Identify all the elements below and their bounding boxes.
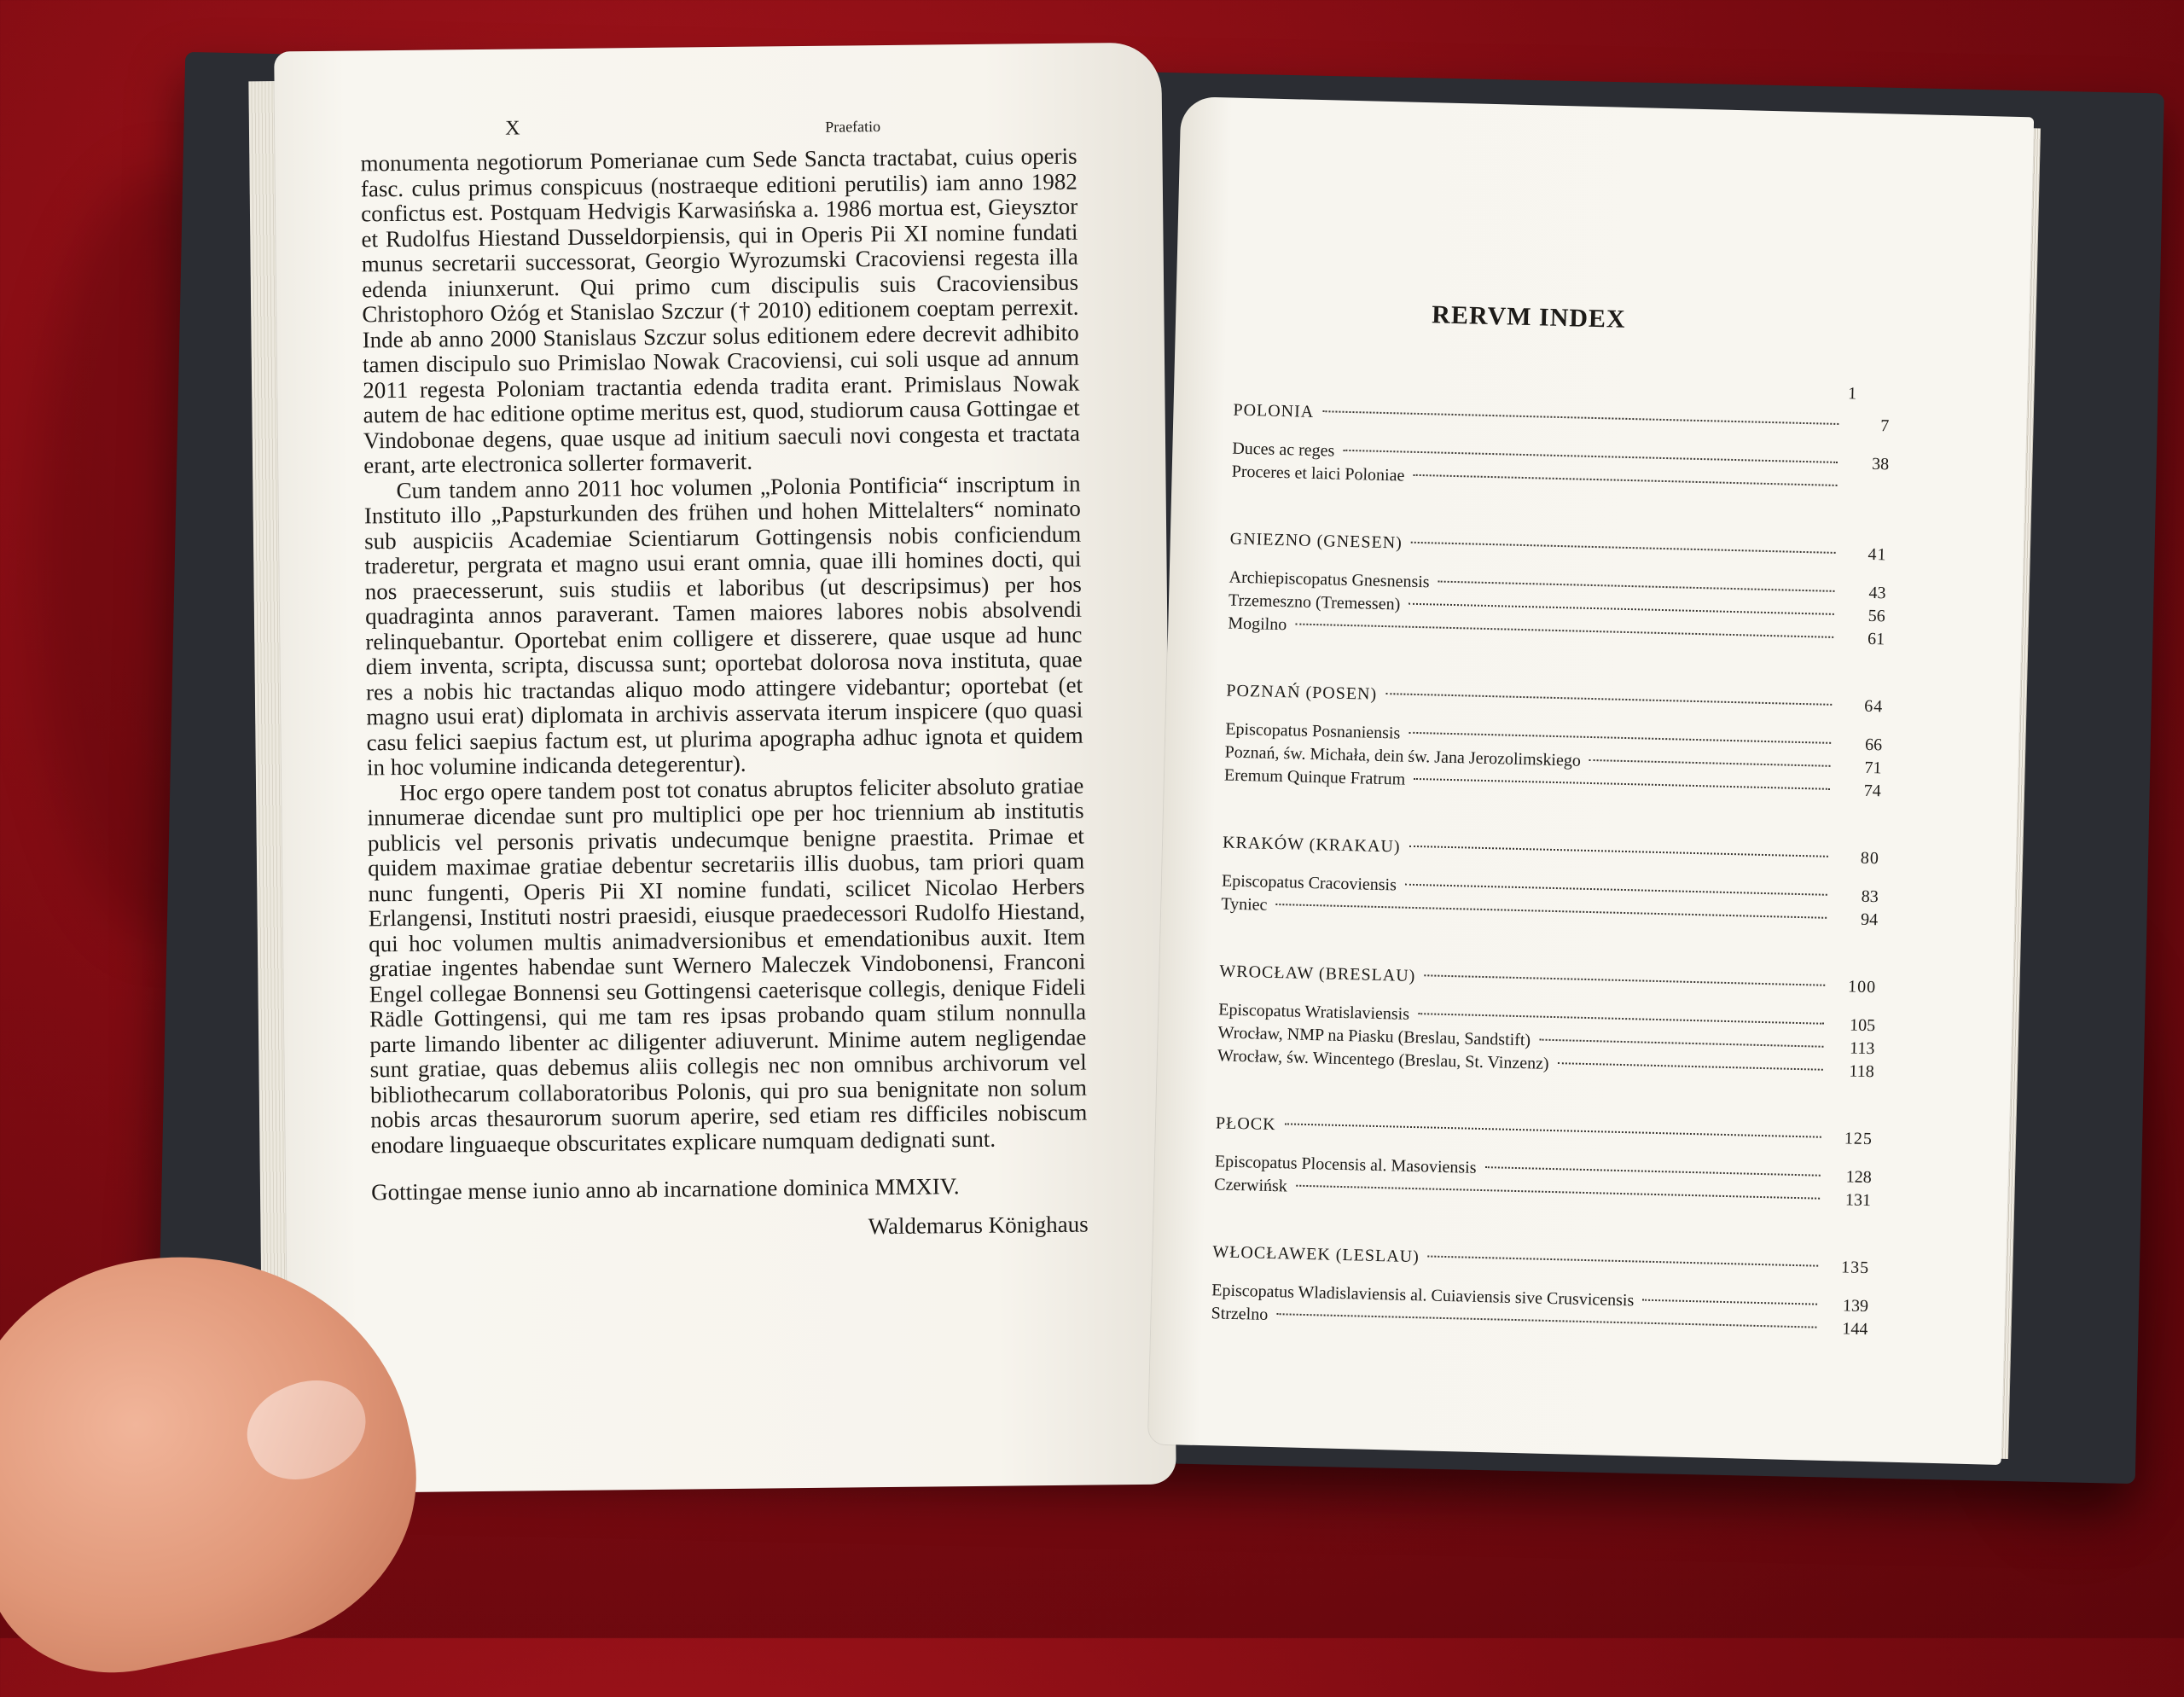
index-title: RERVM INDEX (1431, 300, 1627, 334)
index-page-number: 128 (1845, 1167, 1873, 1188)
index-page-number: 118 (1849, 1061, 1875, 1082)
index-page-number: 71 (1864, 758, 1882, 778)
dot-leader (1539, 1039, 1823, 1048)
dot-leader (1405, 884, 1827, 896)
paragraph: Cum tandem anno 2011 hoc volumen „Polonia Pontificia“ inscriptum in Instituto illo „Papsturkunden des frühen und hohen Mittelalters“ nominato sub auspiciis Academiae Scientiarum Gottingensis nobis conficiendum traderetur, pergrata et magno usui erant omnia, quae illi homines docti, qui nos praecesserunt, suis studiis et laboribus (ut descripsimus) per hos quadraginta annos paraverant. Tamen maiores labores nobis absolvendi relinquebantur. Oportebat enim colligere et disserere, quae usque ad hunc diem inventa, scripta, discussa sunt; oportebat dolorosa nova instituta, quae res a nobis hic tractandas aliquo modo attingere videbantur; oportebat (et magno usui erat) diplomata in archivis asservata iterum inspicere (quo quasi casu felici saepius factum est, ut plurima apographa adhuc ignota et quidem in hoc volumine indicanda detegerentur). (363, 470, 1083, 781)
index-page-number: 113 (1849, 1038, 1875, 1059)
dot-leader (1558, 1062, 1823, 1071)
index-heading (1223, 833, 1879, 872)
dot-leader (1418, 1013, 1824, 1025)
dot-leader (1343, 450, 1838, 463)
index-label: Poznań, św. Michała, dein św. Jana Jerozolimskiego (1224, 742, 1582, 770)
index-page-number: 94 (1860, 910, 1879, 930)
index-page-number: 66 (1864, 735, 1883, 755)
index-label: POLONIA (1233, 400, 1315, 421)
running-title: Praefatio (825, 118, 881, 136)
index-page-number: 125 (1844, 1129, 1873, 1149)
dot-leader (1428, 1255, 1818, 1266)
index-group (1221, 833, 1879, 933)
index-heading (1216, 1113, 1873, 1153)
index-label: PŁOCK (1215, 1113, 1276, 1135)
paragraph: Hoc ergo opere tandem post tot conatus abruptos feliciter absoluto gratiae innumerae dicendae sunt pro multiplici ope per hoc triennium ab institutis publicis vel personis privatis undecumque benigne praestita. Primae et quidem maximae gratiae debentur secretariis illis duobus, tam priori quam nunc fungenti, Operis Pii XI nomine fundati, scilicet Nicolao Herbers Erlangensi, Instituti nostri praesidi, eiusque praedecessori Rudolfo Hiestand, qui hoc volumen multis animadversionibus et emendationibus auxit. Item gratiae ingentes habendae sunt Wernero Maleczek Vindobonensi, Franconi Engel collegae Bonnensi seu Gottingensi caeterisque collegis, denique Fideli Rädle Gottingensi, qui me tam res ipsas probando quam stilum nonnulla parte limando libenter ac diligenter adiuverunt. Minime autem negligendae sunt gratiae, quas debemus aliis collegis nec non omnibus archivorum vel bibliothecarum collaboratoribus Polonis, qui pro sua benignitate non solum nobis arcas thesaurorum suorum aperire, sed etiam res difficiles nobiscum enodare linguaeque obscuritates explicare numquam dedignati sunt. (367, 772, 1088, 1158)
dot-leader (1285, 1123, 1821, 1137)
index-group (1217, 962, 1877, 1085)
index-heading (1219, 962, 1876, 1001)
closing-line: Gottingae mense iunio anno ab incarnatione dominica MMXIV. (371, 1173, 960, 1206)
index-heading (1229, 530, 1886, 569)
index-page-number: 80 (1860, 848, 1880, 869)
index-label: Trzemeszno (Tremessen) (1228, 590, 1401, 614)
index-page-number: 131 (1844, 1190, 1872, 1211)
dot-leader (1411, 542, 1836, 554)
dot-leader (1438, 581, 1835, 592)
index-label: WROCŁAW (BRESLAU) (1219, 962, 1416, 986)
index-label: Eremum Quinque Fratrum (1223, 765, 1406, 789)
index-group (1228, 530, 1887, 654)
index-group (1231, 401, 1890, 502)
index-page-number: 7 (1879, 416, 1891, 436)
paragraph: monumenta negotiorum Pomerianae cum Sede Sancta tractabat, cuius operis fasc. culus primus conspicuus (nostraeque editioni perutilis) iam anno 1982 confictus est. Postquam Hedvigis Karwasińska a. 1986 mortua est, Gieysztor et Rudolfus Hiestand Dusseldorpiensis, qui in Operis Pii XI nomine fundati munus secretarii successorat, Georgio Wyrozumski Cracoviensi regesta illa edenda iniunxerunt. Qui primo cum discipulis suis Cracoviensibus Christophoro Ożóg et Stanislao Szczur († 2010) editionem coeptam perrexit. Inde ab anno 2000 Stanislaus Szczur solus editionem edere decrevit adhibito tamen discipulo suo Primislao Nowak Cracoviensi, cui soli usque ad annum 2011 regesta Poloniam tractantia edenda tradita erant. Primislaus Nowak autem de hac editione optime meritus est, quod, studiorum causa Gottingae et Vindobonae degens, quae usque ad initium saeculi novi congesta et tractata erant, arte electronica sollerter formaverit. (360, 142, 1081, 479)
index-label: Archiepiscopatus Gnesnensis (1228, 567, 1430, 592)
index-page-number: 61 (1867, 629, 1885, 649)
page-number: X (505, 117, 520, 140)
left-page (274, 43, 1176, 1494)
index-group (1211, 1242, 1869, 1343)
index-label: Proceres et laici Poloniae (1231, 462, 1405, 485)
index-page-number: 105 (1849, 1015, 1876, 1036)
index-list (1210, 401, 1891, 1387)
index-label: Wrocław, św. Wincentego (Breslau, St. Vinzenz) (1217, 1046, 1549, 1073)
dot-leader (1385, 693, 1832, 706)
index-label: Episcopatus Plocensis al. Masoviensis (1214, 1152, 1477, 1177)
index-label: Episcopatus Posnaniensis (1225, 719, 1401, 743)
dot-leader (1414, 778, 1830, 790)
index-group (1224, 682, 1884, 805)
index-page-number: 139 (1842, 1296, 1869, 1316)
dot-leader (1589, 759, 1831, 767)
index-label: Duces ac reges (1232, 439, 1335, 461)
dot-leader (1409, 846, 1828, 857)
dot-leader (1424, 974, 1825, 985)
index-page-number: 43 (1868, 583, 1886, 603)
dot-leader (1485, 1166, 1821, 1177)
index-label: Mogilno (1228, 613, 1287, 635)
index-label: WŁOCŁAWEK (LESLAU) (1212, 1242, 1420, 1267)
index-page-number: 100 (1847, 977, 1877, 997)
index-label: Strzelno (1211, 1304, 1269, 1324)
index-group (1214, 1113, 1873, 1214)
index-label: Tyniec (1221, 894, 1268, 915)
dot-leader (1409, 603, 1834, 615)
index-label: POZNAŃ (POSEN) (1226, 681, 1378, 704)
index-page-number: 41 (1867, 544, 1887, 565)
index-label: Episcopatus Wladislaviensis al. Cuiaviensis sive Crusvicensis (1211, 1281, 1635, 1311)
index-page-number: 144 (1842, 1319, 1868, 1340)
index-heading (1212, 1242, 1869, 1281)
index-label: Episcopatus Cracoviensis (1221, 871, 1397, 895)
index-page-number: 74 (1863, 781, 1882, 801)
dot-leader (1322, 410, 1838, 425)
index-page-number: 38 (1871, 454, 1890, 474)
index-label: Episcopatus Wratislaviensis (1218, 1000, 1410, 1024)
right-page (1148, 96, 2034, 1465)
index-page-number (1845, 491, 1888, 492)
index-page-number: 64 (1863, 696, 1884, 717)
index-page-number: 83 (1861, 886, 1879, 907)
index-first-page: 1 (1847, 384, 1857, 404)
dot-leader (1413, 474, 1837, 486)
dot-leader (1409, 732, 1831, 744)
signature: Waldemarus Könighaus (868, 1211, 1089, 1239)
dot-leader (1642, 1299, 1817, 1305)
index-page-number: 56 (1867, 606, 1886, 626)
index-heading (1226, 682, 1883, 721)
index-heading (1233, 401, 1890, 440)
index-label: Czerwińsk (1214, 1175, 1288, 1196)
index-label: KRAKÓW (KRAKAU) (1222, 833, 1401, 857)
index-label: GNIEZNO (GNESEN) (1229, 529, 1403, 553)
index-page-number: 135 (1840, 1258, 1870, 1278)
preface-text (360, 144, 1088, 1245)
index-label: Wrocław, NMP na Piasku (Breslau, Sandstift) (1217, 1023, 1531, 1050)
